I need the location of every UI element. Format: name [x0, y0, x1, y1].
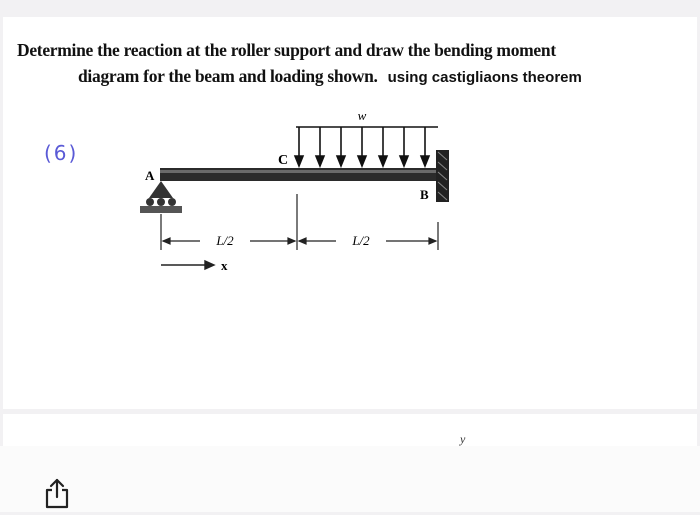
label-a: A	[145, 168, 155, 183]
next-card-partial-text: y	[460, 432, 466, 446]
question-text-line1: Determine the reaction at the roller support and draw the bending moment	[17, 40, 556, 60]
dimension-lines	[161, 194, 438, 250]
roller-support	[140, 181, 182, 213]
question-text-line2-main: diagram for the beam and loading shown.	[78, 66, 378, 86]
distributed-load	[295, 127, 438, 166]
share-icon	[42, 476, 72, 510]
share-button[interactable]	[42, 476, 72, 510]
x-axis-arrow	[161, 261, 214, 269]
span-right-label: L/2	[352, 233, 370, 248]
label-b: B	[420, 187, 429, 202]
question-note: using castigliaons theorem	[387, 69, 582, 86]
load-arrows	[295, 127, 429, 166]
label-c: C	[278, 153, 289, 168]
axis-label-x: x	[221, 258, 228, 273]
handwritten-problem-number: (6)	[44, 141, 79, 165]
bottom-toolbar	[0, 446, 700, 512]
load-label: w	[357, 108, 367, 123]
span-left-label: L/2	[216, 233, 234, 248]
beam-highlight	[160, 170, 436, 173]
beam	[160, 168, 436, 181]
